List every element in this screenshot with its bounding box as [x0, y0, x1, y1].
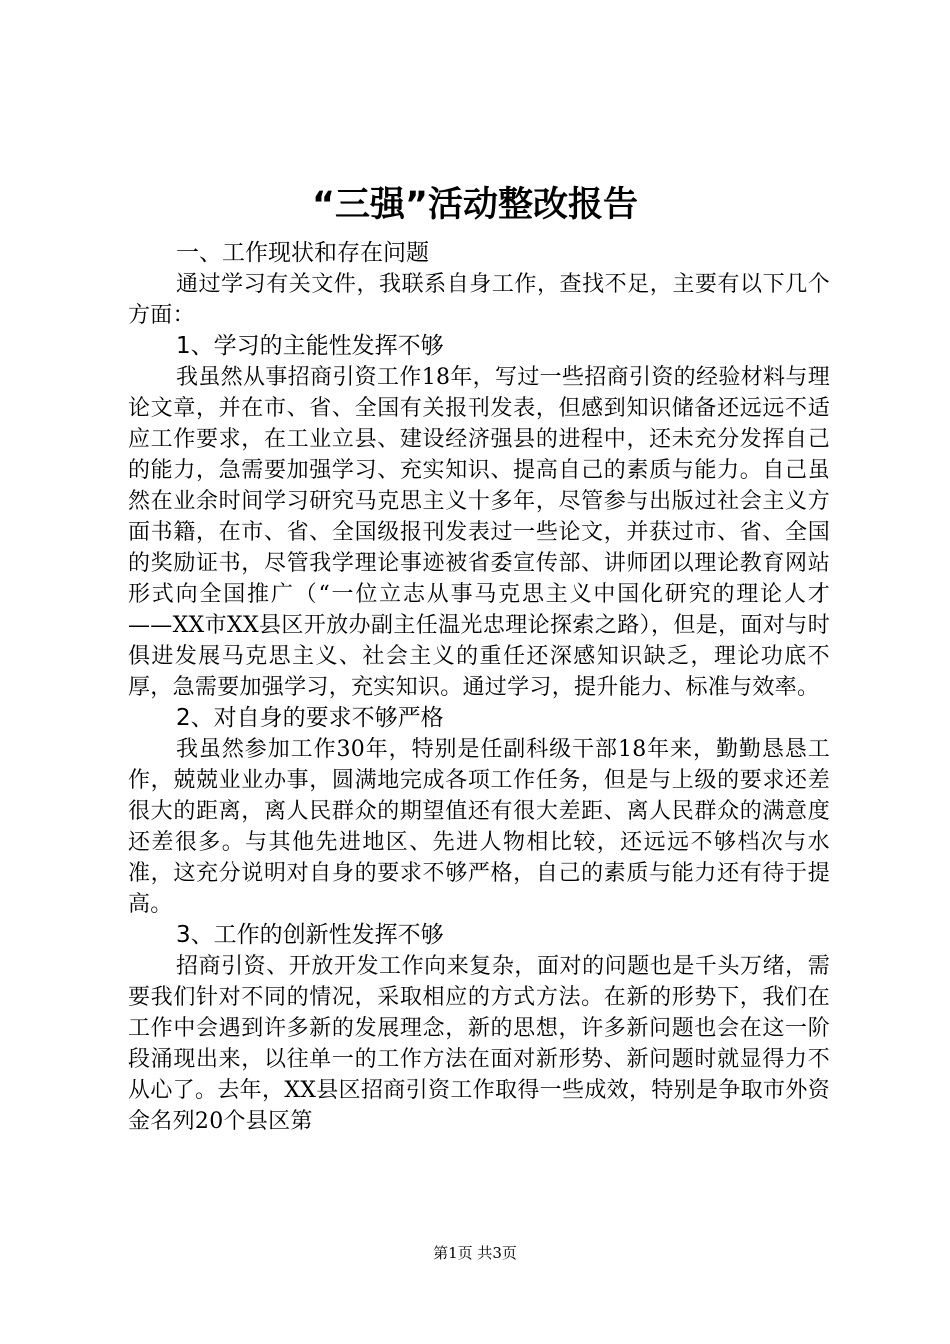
document-title: “三强”活动整改报告 — [311, 185, 638, 225]
document-body — [128, 238, 830, 1137]
paragraph: 我虽然从事招商引资工作18年，写过一些招商引资的经验材料与理论文章，并在市、省、全国有关报刊发表，但感到知识储备还远远不适应工作要求，在工业立县、建设经济强县的进程中，还未充分发挥自己的能力，急需要加强学习、充实知识、提高自己的素质与能力。自己虽然在业余时间学习研究马克思主义十多年，尽管参与出版过社会主义方面书籍，在市、省、全国级报刊发表过一些论文，并获过市、省、全国的奖励证书，尽管我学理论事迹被省委宣传部、讲师团以理论教育网站形式向全国推广（“一位立志从事马克思主义中国化研究的理论人才——XX市XX县区开放办副主任温光忠理论探索之路），但是，面对与时俱进发展马克思主义、社会主义的重任还深感知识缺乏，理论功底不厚，急需要加强学习，充实知识。通过学习，提升能力、标准与效率。 — [128, 365, 830, 700]
page-number: 第1页 共3页 — [433, 1244, 517, 1262]
subsection-heading: 3、工作的创新性发挥不够 — [176, 922, 444, 948]
subsection-heading: 1、学习的主能性发挥不够 — [176, 333, 444, 359]
section-heading: 一、工作现状和存在问题 — [176, 240, 429, 266]
paragraph: 通过学习有关文件，我联系自身工作，查找不足，主要有以下几个方面： — [128, 272, 830, 328]
paragraph: 招商引资、开放开发工作向来复杂，面对的问题也是千头万绪，需要我们针对不同的情况，采取相应的方式方法。在新的形势下，我们在工作中会遇到许多新的发展理念，新的思想，许多新问题也会在这一阶段涌现出来，以往单一的工作方法在面对新形势、新问题时就显得力不从心了。去年，XX县区招商引资工作取得一些成效，特别是争取市外资金名列20个县区第 — [128, 954, 830, 1134]
paragraph: 我虽然参加工作30年，特别是任副科级干部18年来，勤勤恳恳工作，兢兢业业办事，圆满地完成各项工作任务，但是与上级的要求还差很大的距离，离人民群众的期望值还有很大差距、离人民群众的满意度还差很多。与其他先进地区、先进人物相比较，还远远不够档次与水准，这充分说明对自身的要求不够严格，自己的素质与能力还有待于提高。 — [128, 737, 830, 917]
subsection-heading: 2、对自身的要求不够严格 — [176, 705, 444, 731]
